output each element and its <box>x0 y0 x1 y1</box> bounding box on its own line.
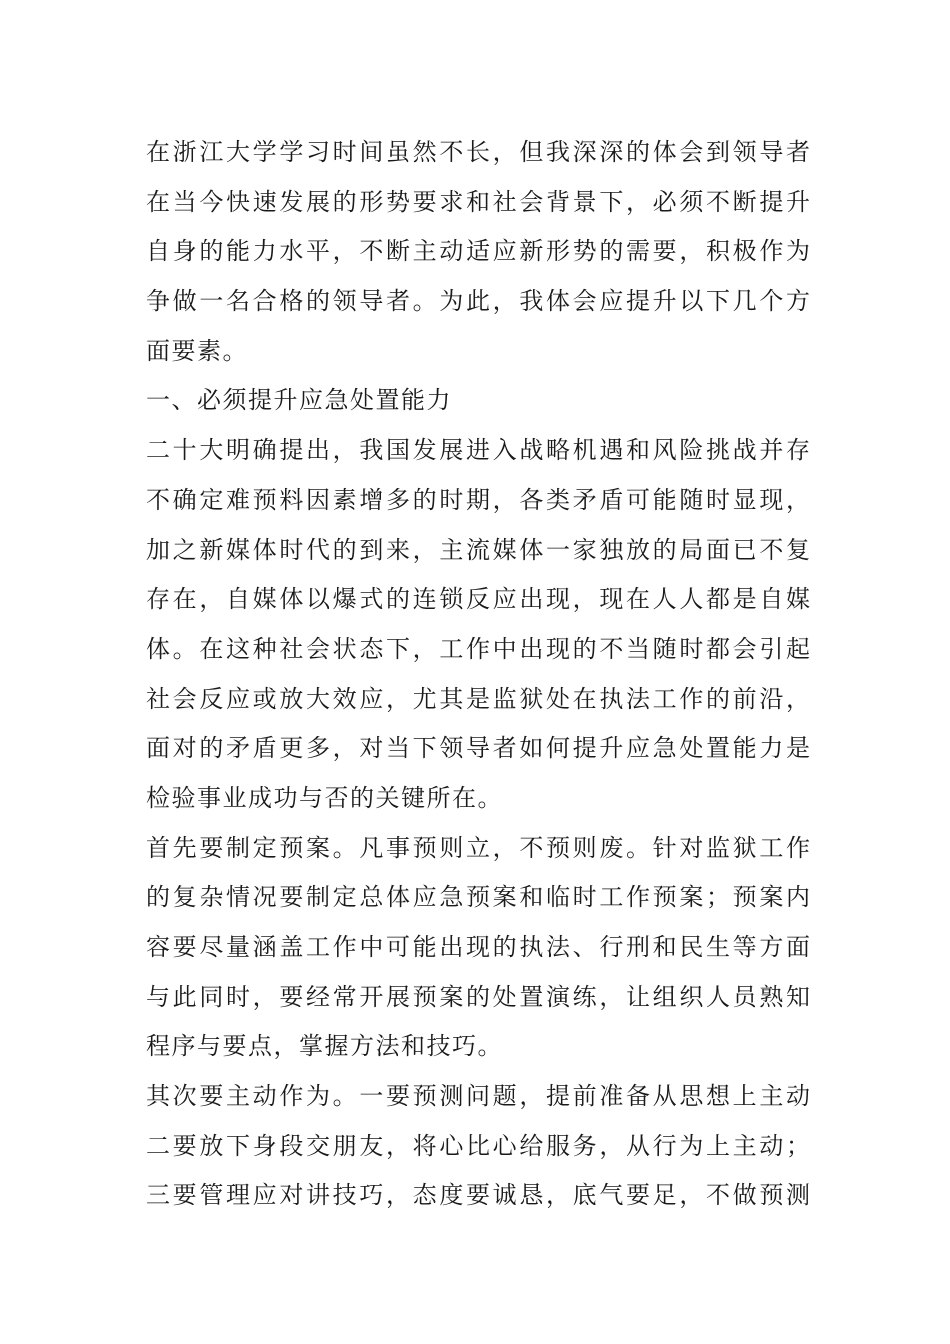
text-line-2: 在当今快速发展的形势要求和社会背景下，必须不断提升 <box>146 187 810 216</box>
text-line-3: 自身的能力水平，不断主动适应新形势的需要，积极作为 <box>146 237 810 266</box>
text-line-15: 首先要制定预案。凡事预则立，不预则废。针对监狱工作 <box>146 833 810 862</box>
text-line-16: 的复杂情况要制定总体应急预案和临时工作预案；预案内 <box>146 883 810 912</box>
text-line-14: 检验事业成功与否的关键所在。 <box>146 783 503 812</box>
text-line-13: 面对的矛盾更多，对当下领导者如何提升应急处置能力是 <box>146 734 810 763</box>
section-heading: 一、必须提升应急处置能力 <box>146 386 452 415</box>
text-line-4: 争做一名合格的领导者。为此，我体会应提升以下几个方 <box>146 287 810 316</box>
text-line-18: 与此同时，要经常开展预案的处置演练，让组织人员熟知 <box>146 982 810 1011</box>
text-line-11: 体。在这种社会状态下，工作中出现的不当随时都会引起 <box>146 634 810 663</box>
text-line-1: 在浙江大学学习时间虽然不长，但我深深的体会到领导者 <box>146 138 810 166</box>
text-line-9: 加之新媒体时代的到来，主流媒体一家独放的局面已不复 <box>146 535 810 564</box>
text-line-8: 不确定难预料因素增多的时期，各类矛盾可能随时显现， <box>146 485 810 514</box>
text-line-7: 二十大明确提出，我国发展进入战略机遇和风险挑战并存 <box>146 436 810 465</box>
text-line-10: 存在，自媒体以爆式的连锁反应出现，现在人人都是自媒 <box>146 585 810 614</box>
body-text <box>146 128 810 1221</box>
text-line-20: 其次要主动作为。一要预测问题，提前准备从思想上主动 <box>146 1082 810 1111</box>
text-line-21: 二要放下身段交朋友，将心比心给服务，从行为上主动； <box>146 1131 810 1160</box>
text-line-17: 容要尽量涵盖工作中可能出现的执法、行刑和民生等方面 <box>146 933 810 961</box>
text-line-19: 程序与要点，掌握方法和技巧。 <box>146 1032 503 1061</box>
text-line-22: 三要管理应对讲技巧，态度要诚恳，底气要足，不做预测 <box>146 1181 810 1210</box>
text-line-12: 社会反应或放大效应，尤其是监狱处在执法工作的前沿， <box>146 684 810 713</box>
text-line-5: 面要素。 <box>146 336 248 365</box>
